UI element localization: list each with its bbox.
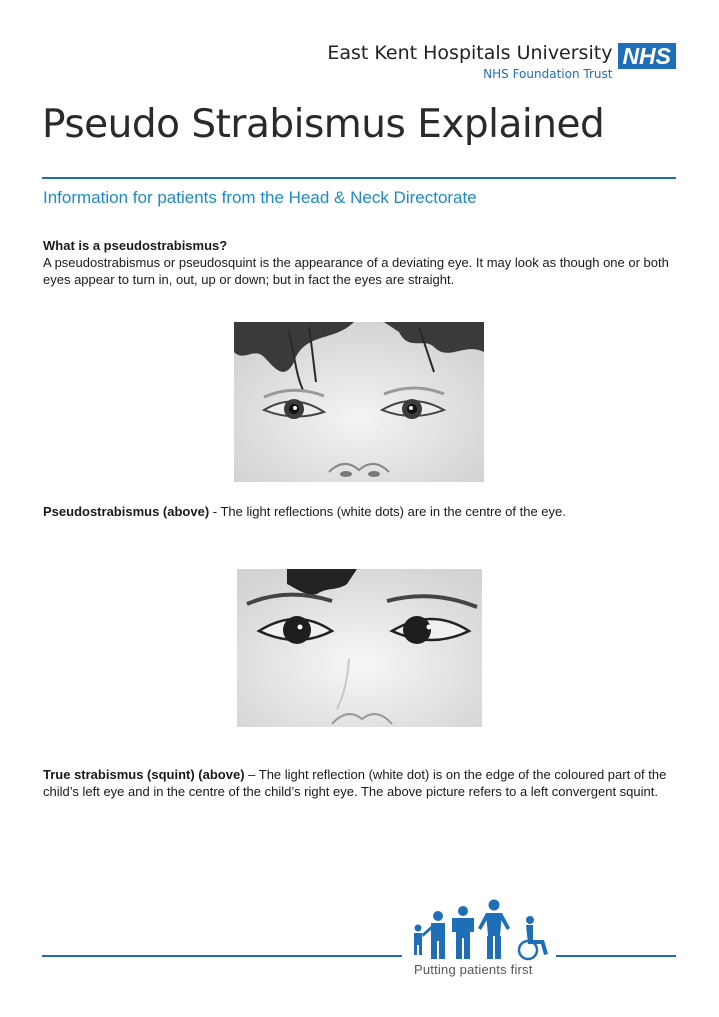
org-name: East Kent Hospitals University <box>327 42 613 64</box>
caption-text: – The light reflection (white dot) is on the edge of the coloured part of the child’s left eye and in the centre of the child’s right eye. The above picture refers to a left convergent squint. <box>43 767 667 799</box>
people-figures-icon <box>408 898 552 962</box>
org-subtitle: NHS Foundation Trust <box>483 67 613 81</box>
nhs-logo: NHS <box>618 43 676 69</box>
section-heading: What is a pseudostrabismus? <box>43 238 228 253</box>
caption-bold: Pseudostrabismus (above) <box>43 504 210 519</box>
section-body: A pseudostrabismus or pseudosquint is the appearance of a deviating eye. It may look as though one or both eyes appear to turn in, out, up or down; but in fact the eyes are straight. <box>43 255 669 287</box>
page-subtitle: Information for patients from the Head & Neck Directorate <box>43 188 477 207</box>
org-text <box>327 42 612 82</box>
title-divider <box>42 177 676 179</box>
caption-pseudostrabismus <box>43 503 683 520</box>
footer-slogan: Putting patients first <box>414 962 533 977</box>
child-eyes-photo-icon <box>234 322 484 482</box>
page-title: Pseudo Strabismus Explained <box>42 102 605 147</box>
caption-true-strabismus <box>43 766 683 800</box>
caption-bold: True strabismus (squint) (above) <box>43 767 245 782</box>
footer-divider-left <box>42 955 402 957</box>
footer-divider-right <box>556 955 676 957</box>
child-eyes-squint-photo-icon <box>237 569 482 727</box>
caption-text: - The light reflections (white dots) are in the centre of the eye. <box>209 504 566 519</box>
org-header <box>327 42 676 82</box>
